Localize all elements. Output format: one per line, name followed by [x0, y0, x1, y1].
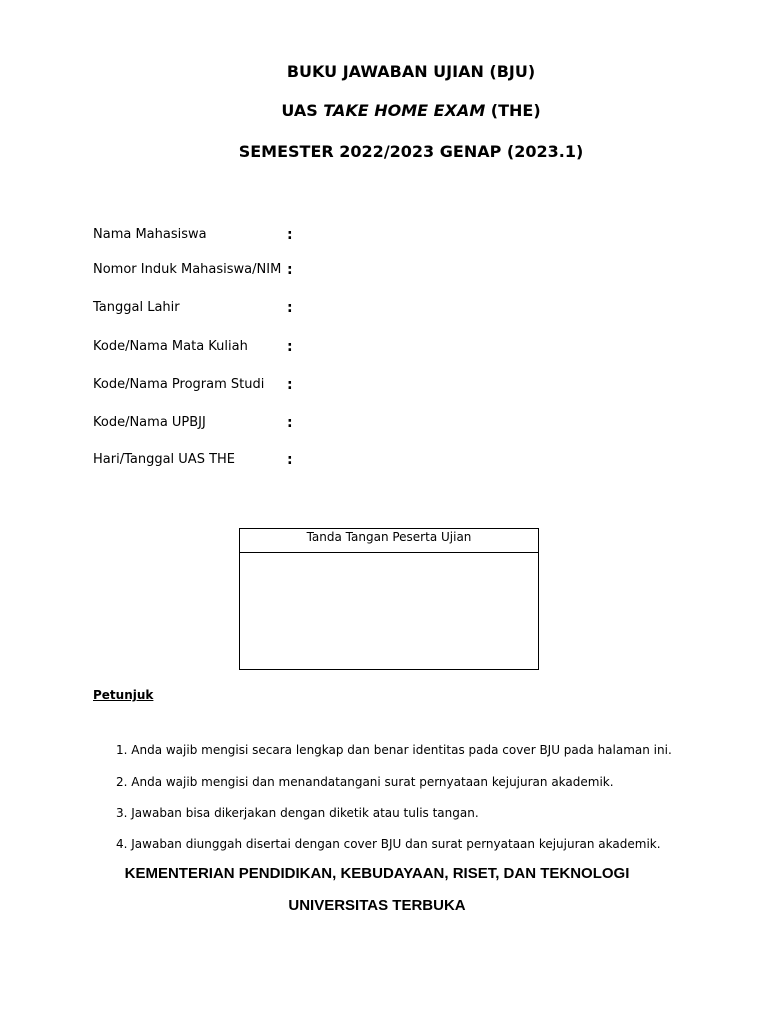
title-exam-prefix: UAS [281, 101, 324, 120]
title-exam-suffix: (THE) [485, 101, 541, 120]
field-label-hari-tanggal: Hari/Tanggal UAS THE [93, 452, 236, 467]
instruction-item: 3. Jawaban bisa dikerjakan dengan diketik atau tulis tangan. [116, 806, 479, 820]
title-semester: SEMESTER 2022/2023 GENAP (2023.1) [238, 142, 584, 161]
title-exam-type [0, 101, 768, 121]
title-exam-italic: TAKE HOME EXAM [323, 101, 486, 120]
instruction-item: 4. Jawaban diunggah disertai dengan cover BJU dan surat pernyataan kejujuran akademik. [116, 837, 661, 851]
field-label-mata-kuliah: Kode/Nama Mata Kuliah [93, 339, 248, 354]
field-label-program-studi: Kode/Nama Program Studi [93, 377, 265, 392]
field-colon-nama: : [287, 227, 293, 243]
signature-box [239, 528, 539, 670]
instruction-item: 2. Anda wajib mengisi dan menandatangani surat pernyataan kejujuran akademik. [116, 775, 614, 789]
field-colon-tanggal-lahir: : [287, 300, 293, 316]
field-colon-program-studi: : [287, 377, 293, 393]
field-label-tanggal-lahir: Tanggal Lahir [93, 300, 180, 315]
field-label-nim: Nomor Induk Mahasiswa/NIM [93, 262, 282, 277]
field-colon-nim: : [287, 262, 293, 278]
field-colon-hari-tanggal: : [287, 452, 293, 468]
field-colon-mata-kuliah: : [287, 339, 293, 355]
field-label-upbjj: Kode/Nama UPBJJ [93, 415, 206, 430]
field-colon-upbjj: : [287, 415, 293, 431]
footer-university: UNIVERSITAS TERBUKA [288, 897, 466, 914]
signature-box-header: Tanda Tangan Peserta Ujian [240, 529, 538, 553]
field-label-nama: Nama Mahasiswa [93, 227, 207, 242]
instructions-title: Petunjuk [93, 688, 154, 702]
footer-ministry: KEMENTERIAN PENDIDIKAN, KEBUDAYAAN, RISET, DAN TEKNOLOGI [124, 865, 630, 882]
instruction-item: 1. Anda wajib mengisi secara lengkap dan benar identitas pada cover BJU pada halaman ini. [116, 743, 672, 757]
title-bju: BUKU JAWABAN UJIAN (BJU) [286, 62, 536, 81]
